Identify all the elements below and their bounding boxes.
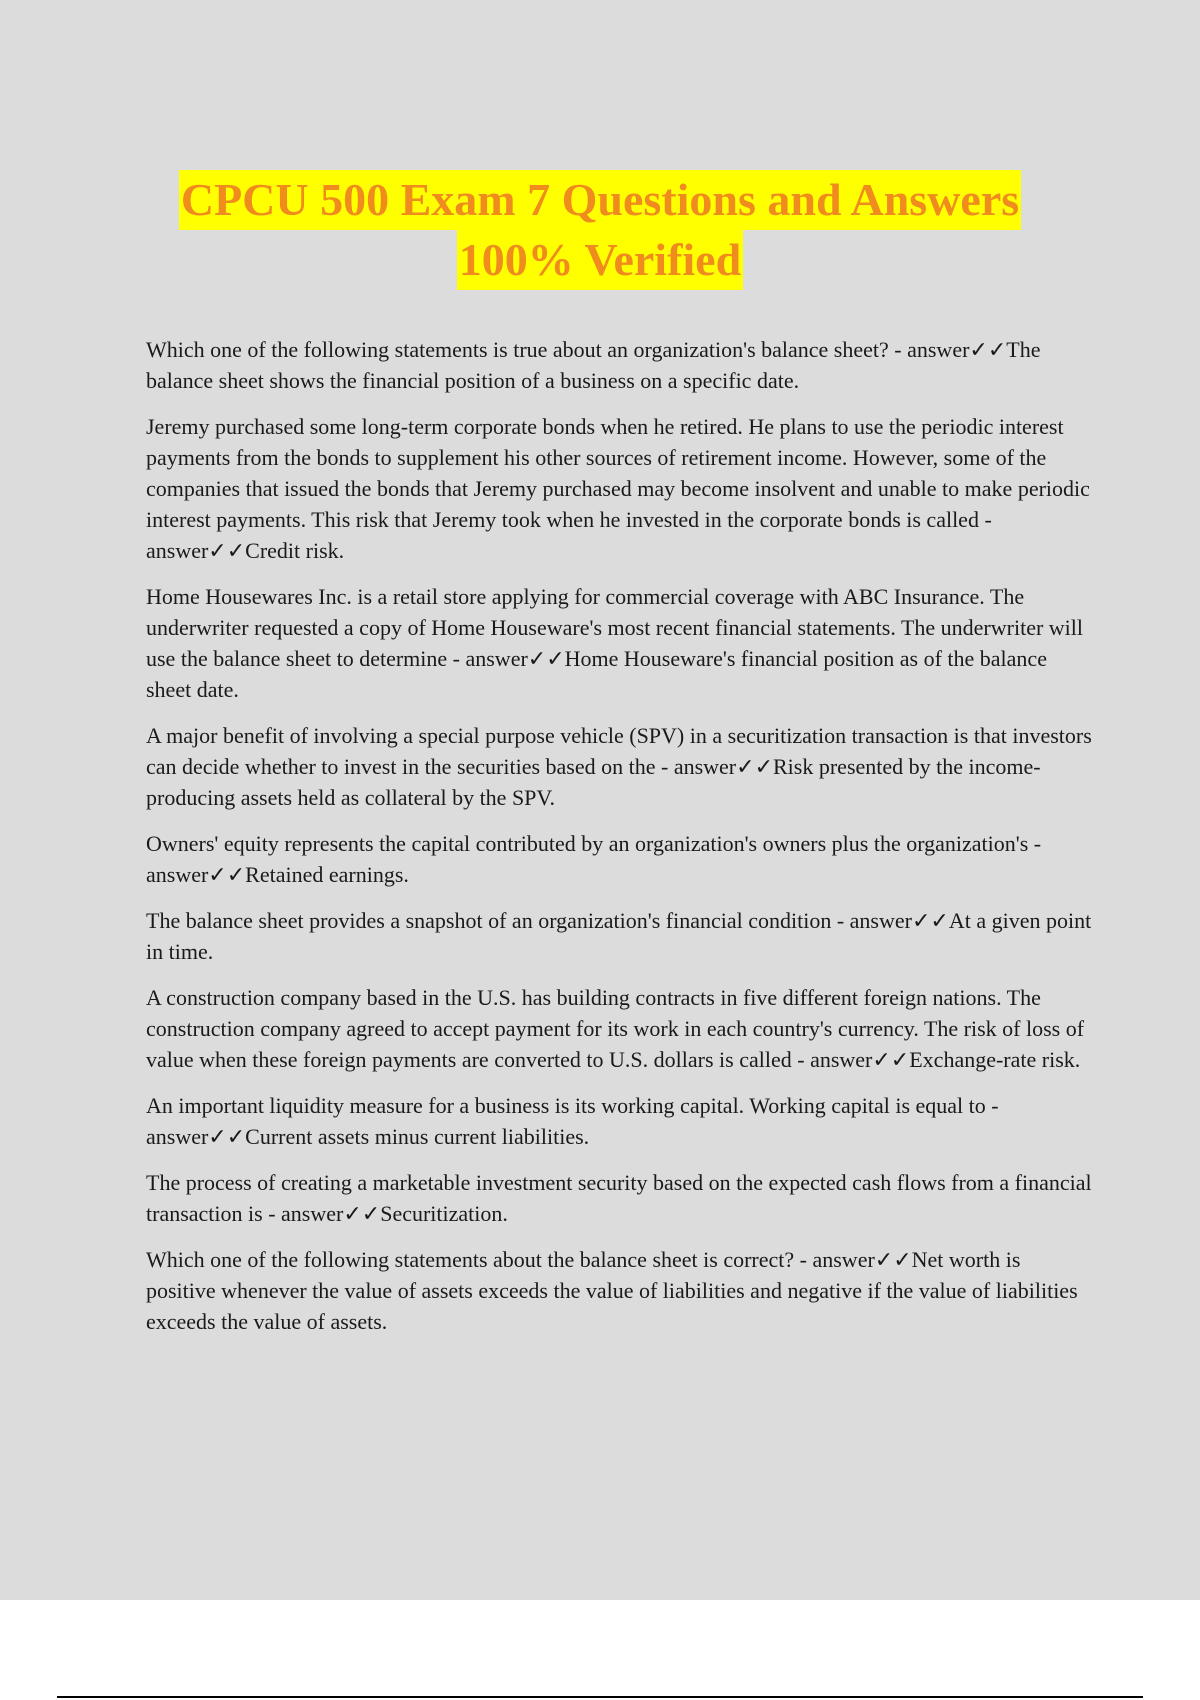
question-text: Which one of the following statements about the balance sheet is correct? -	[146, 1247, 813, 1272]
answer-text: The balance sheet shows the financial position of a business on a specific date.	[146, 337, 1041, 393]
qa-item	[146, 982, 1092, 1075]
question-text: Owners' equity represents the capital contributed by an organization's owners plus the organization's -	[146, 831, 1042, 856]
answer-text: Retained earnings.	[245, 862, 409, 887]
answer-text: At a given point in time.	[146, 908, 1092, 964]
qa-item	[146, 1167, 1092, 1229]
qa-item	[146, 581, 1092, 705]
answer-text: Exchange-rate risk.	[909, 1047, 1081, 1072]
document-title	[0, 170, 1200, 290]
qa-item	[146, 1244, 1092, 1337]
answer-text: Net worth is positive whenever the value of assets exceeds the value of liabilities and negative if the value of liabilities exceeds the value of assets.	[146, 1247, 1078, 1334]
qa-list	[146, 334, 1092, 1352]
question-text: Home Housewares Inc. is a retail store applying for commercial coverage with ABC Insurance. The underwriter requested a copy of Home Houseware's most recent financial statements. The underwriter will use the balance sheet to determine -	[146, 584, 1084, 671]
answer-marker: answer✓✓	[907, 337, 1007, 362]
footer-divider	[57, 1696, 1143, 1698]
qa-item	[146, 334, 1092, 396]
title-line-1: CPCU 500 Exam 7 Questions and Answers	[179, 170, 1021, 230]
qa-item	[146, 828, 1092, 890]
answer-text: Risk presented by the income-producing assets held as collateral by the SPV.	[146, 754, 1041, 810]
answer-marker: answer✓✓	[465, 646, 565, 671]
answer-marker: answer✓✓	[146, 862, 246, 887]
answer-text: Home Houseware's financial position as of the balance sheet date.	[146, 646, 1047, 702]
qa-item	[146, 720, 1092, 813]
question-text: A construction company based in the U.S. has building contracts in five different foreign nations. The construction company agreed to accept payment for its work in each country's currency. The risk of loss of value when these foreign payments are converted to U.S. dollars is called -	[146, 985, 1085, 1072]
answer-text: Credit risk.	[245, 538, 345, 563]
answer-marker: answer✓✓	[673, 754, 773, 779]
question-text: An important liquidity measure for a business is its working capital. Working capital is equal to -	[146, 1093, 999, 1118]
answer-marker: answer✓✓	[810, 1047, 910, 1072]
title-line-2: 100% Verified	[457, 230, 743, 290]
answer-marker: answer✓✓	[849, 908, 949, 933]
answer-marker: answer✓✓	[146, 538, 246, 563]
answer-text: Securitization.	[380, 1201, 508, 1226]
answer-marker: answer✓✓	[281, 1201, 381, 1226]
qa-item	[146, 411, 1092, 566]
question-text: The process of creating a marketable investment security based on the expected cash flows from a financial transaction is -	[146, 1170, 1092, 1226]
question-text: Which one of the following statements is true about an organization's balance sheet? -	[146, 337, 908, 362]
qa-item	[146, 1090, 1092, 1152]
answer-text: Current assets minus current liabilities.	[245, 1124, 590, 1149]
answer-marker: answer✓✓	[812, 1247, 912, 1272]
question-text: The balance sheet provides a snapshot of an organization's financial condition -	[146, 908, 850, 933]
question-text: A major benefit of involving a special purpose vehicle (SPV) in a securitization transaction is that investors can decide whether to invest in the securities based on the -	[146, 723, 1092, 779]
question-text: Jeremy purchased some long-term corporate bonds when he retired. He plans to use the periodic interest payments from the bonds to supplement his other sources of retirement income. However, some of the companies that issued the bonds that Jeremy purchased may become insolvent and unable to make periodic interest payments. This risk that Jeremy took when he invested in the corporate bonds is called -	[146, 414, 1090, 532]
qa-item	[146, 905, 1092, 967]
answer-marker: answer✓✓	[146, 1124, 246, 1149]
